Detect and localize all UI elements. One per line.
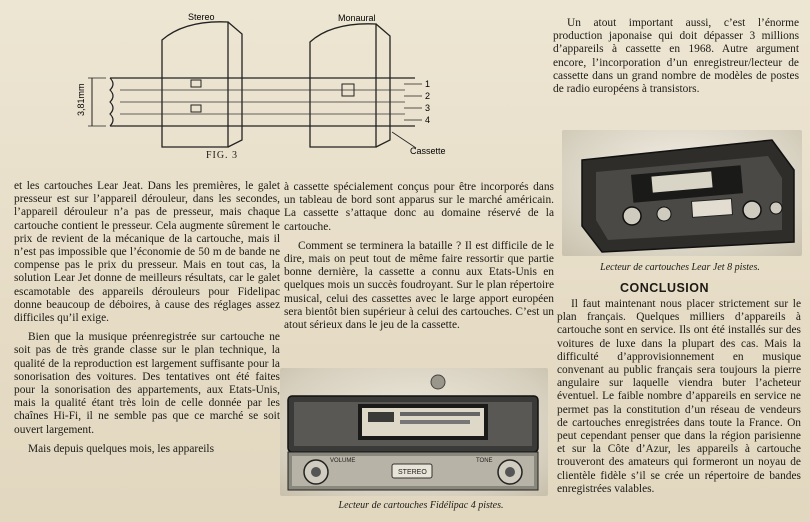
fidelipac-volume-label: VOLUME <box>330 458 356 464</box>
paragraph: Bien que la musique préenregistrée sur cartouche ne soit pas de très grande classe sur le plan technique, la qualité de la reproduction est largement suffisante pour la sonorisation des voitures. Des tentatives ont été faites pour la sonorisation des appartements, aux Etats-Unis, mais la qualité étant très loin de celle donnée par les chaînes Hi-Fi, il ne semble pas que ce marché se soit ouvert largement. <box>14 331 280 436</box>
label-cassette: Cassette <box>410 146 446 156</box>
fidelipac-player-photo <box>280 368 548 496</box>
paragraph: Mais depuis quelques mois, les appareils <box>28 442 215 455</box>
label-monaural: Monaural <box>338 13 376 23</box>
conclusion-heading: CONCLUSION <box>620 281 710 295</box>
track-number: 3 <box>425 103 431 113</box>
fidelipac-caption: Lecteur de cartouches Fidélipac 4 pistes. <box>338 500 504 511</box>
paragraph: et les cartouches Lear Jeat. Dans les premières, le galet presseur est sur l’appareil dérouleur, dans les secondes, l’appareil dérouleur n’a pas de presseur, mais chaque cartouche contient le presseur. Cela augmente sûrement le prix de revient de la mécanique de la cartouche, mais il n’est pas impossible que l’économie de 50 m de bande ne compense pas le prix du presseur. Mais en tout cas, la solution Lear Jet donne de meilleurs résultats, car le galet escamotable des appareils dérouleurs pour Fidelipac donne beaucoup de déboires, à cause des réglages assez difficiles qu’il exige. <box>14 180 280 325</box>
lear-jet-player-illustration <box>562 130 802 256</box>
paragraph: Un atout important aussi, c’est l’énorme production japonaise qui doit dépasser 3 millions d’appareils à cassette en 1968. Autre argument encore, l’incorporation d’un enregistreur/lecteur de cassette dans un grand nombre de modèles de postes de radio européens à transistors. <box>553 17 799 96</box>
column-3-bottom <box>557 298 801 496</box>
fidelipac-brand: STEREO <box>398 469 427 476</box>
label-stereo: Stereo <box>188 12 215 22</box>
column-3-top <box>553 17 799 96</box>
fidelipac-player-illustration <box>280 368 548 496</box>
paragraph: à cassette spécialement conçus pour être incorporés dans un tableau de bord sont apparus sur le marché américain. La cassette s’attaque donc au domaine réservé de la cartouche. <box>284 181 554 233</box>
figure-3-tape-diagram <box>70 12 470 157</box>
column-1 <box>14 180 280 456</box>
figure-width-label: 3,81mm <box>76 83 86 116</box>
track-number: 1 <box>425 79 431 89</box>
paragraph: Comment se terminera la bataille ? Il est difficile de le dire, mais on peut tout de même faire ressortir que partie bonne dernière, la cassette a connu aux Etats-Unis en quelques mois un succès foudroyant. Sur le plan répertoire musical, celui des cassettes avec le large apport européen sera bientôt bien supérieur à celui des cartouches. C’est un atout sérieux dans le jeu de la cassette. <box>284 239 554 332</box>
fidelipac-tone-label: TONE <box>476 458 493 464</box>
lear-jet-caption: Lecteur de cartouches Lear Jet 8 pistes. <box>600 262 760 273</box>
lear-jet-player-photo <box>562 130 802 256</box>
column-2 <box>284 181 554 332</box>
track-number: 4 <box>425 115 431 125</box>
figure-3-caption: FIG. 3 <box>205 150 239 161</box>
paragraph: Il faut maintenant nous placer strictement sur le plan français. Quelques milliers d’appareils à cartouche sont en service. Ils ont été installés sur des voitures de luxe dans la plupart des cas. Mais la difficulté d’approvisionnement en musique convenant au public français sera toujours la pierre angulaire sur laquelle viendra buter l’acheteur éventuel. Le faible nombre d’appareils en service ne permet pas la constitution d’un réseau de vendeurs de cartouches enregistrées dans toute la France. On peut cependant penser que dans la région parisienne et sur la Côte d’Azur, les appareils à cartouche trouveront des amateurs qui formeront un noyau de clientèle fidèle s’il se crée un répertoire de bandes enregistrées valables. <box>557 298 801 495</box>
track-number: 2 <box>425 91 431 101</box>
